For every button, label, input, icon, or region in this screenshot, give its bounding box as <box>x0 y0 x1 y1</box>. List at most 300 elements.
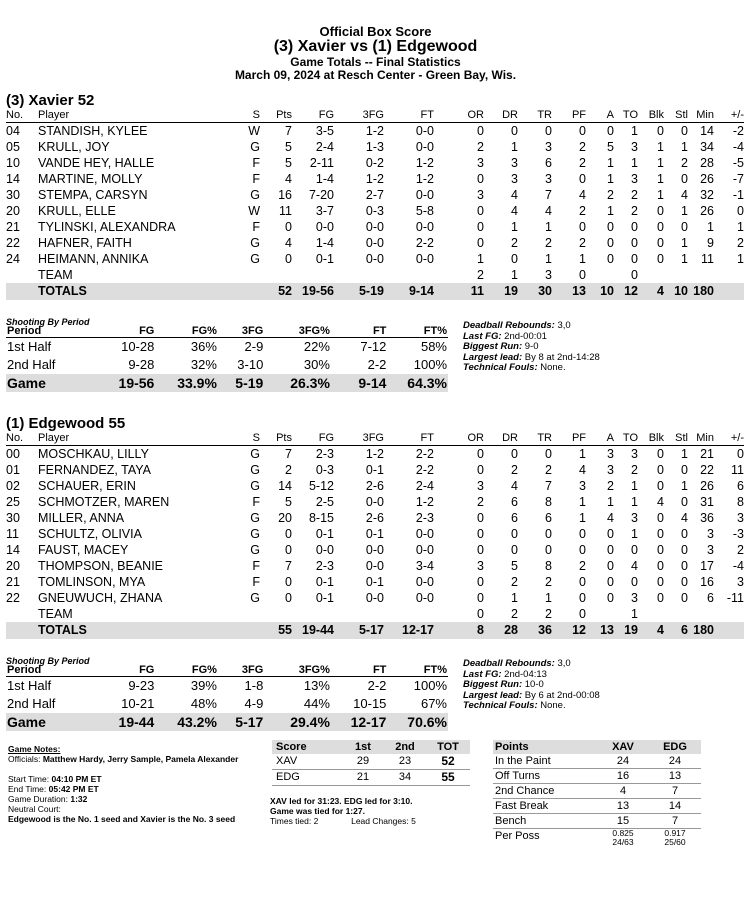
lead-line-1: XAV led for 31:23. EDG led for 3:10. <box>270 796 413 806</box>
player-cell <box>334 606 384 622</box>
player-cell: 1-2 <box>415 495 434 509</box>
shooting-table-xavier <box>6 325 448 392</box>
game-notes <box>8 744 258 824</box>
player-cell: 0 <box>477 220 484 234</box>
player-cell: 22 <box>6 591 20 605</box>
officials: Matthew Hardy, Jerry Sample, Pamela Alexander <box>42 754 239 764</box>
player-cell: F <box>252 495 260 509</box>
shooting-cell: 44% <box>303 696 330 711</box>
points-cell: 13 <box>649 769 701 784</box>
shooting-game-cell: 19-56 <box>79 374 156 392</box>
column-header: No. <box>6 109 38 123</box>
team-notes-edgewood <box>463 659 600 712</box>
player-cell: 0 <box>657 591 664 605</box>
points-cell: 13 <box>597 799 649 814</box>
player-cell: 4 <box>579 463 586 477</box>
player-cell: 2-11 <box>309 156 334 170</box>
player-cell: 10 <box>6 156 20 170</box>
player-cell: 0 <box>477 236 484 250</box>
player-cell: 0 <box>631 236 638 250</box>
player-cell: 20 <box>278 511 292 525</box>
player-cell: 0 <box>681 124 688 138</box>
player-cell: 5 <box>511 559 518 573</box>
totals-cell: 8 <box>434 622 484 639</box>
player-cell <box>384 267 434 283</box>
player-cell: -1 <box>732 188 744 202</box>
player-cell: MOSCHKAU, LILLY <box>38 447 149 461</box>
player-cell <box>260 606 292 622</box>
player-cell: 0 <box>545 124 552 138</box>
player-cell: 00 <box>6 447 20 461</box>
player-cell: 0 <box>477 204 484 218</box>
player-cell: 2 <box>545 463 552 477</box>
box-header-row <box>6 432 744 446</box>
player-row <box>6 251 744 267</box>
totals-cell: 19-56 <box>292 283 334 300</box>
player-cell: 0 <box>737 204 744 218</box>
player-cell: 0-1 <box>365 527 384 541</box>
player-cell: 4 <box>511 479 518 493</box>
player-cell <box>664 606 688 622</box>
player-cell: 2 <box>631 204 638 218</box>
player-cell: 3-7 <box>315 204 334 218</box>
player-cell: 2 <box>631 188 638 202</box>
column-header: No. <box>6 432 38 446</box>
player-cell: 0 <box>657 447 664 461</box>
shooting-cell: 22% <box>303 339 330 354</box>
totals-cell: 5-17 <box>334 622 384 639</box>
player-cell: 0-0 <box>365 236 384 250</box>
player-cell: 1 <box>681 479 688 493</box>
player-cell: 0-0 <box>365 220 384 234</box>
player-cell: 0 <box>631 220 638 234</box>
player-cell: 6 <box>737 479 744 493</box>
score-header: Score <box>272 740 342 754</box>
shooting-table-edgewood <box>6 664 448 731</box>
team-note-line <box>463 363 600 374</box>
player-cell: 21 <box>6 220 20 234</box>
player-cell: 16 <box>700 575 714 589</box>
player-cell: 9 <box>707 236 714 250</box>
player-row <box>6 139 744 155</box>
player-cell: FAUST, MACEY <box>38 543 129 557</box>
column-header: +/- <box>714 109 744 123</box>
player-cell: 2 <box>545 236 552 250</box>
points-cell: Fast Break <box>493 799 597 814</box>
player-cell <box>334 267 384 283</box>
player-cell: 0 <box>607 252 614 266</box>
per-poss-cell <box>649 829 701 848</box>
player-cell: 3 <box>607 447 614 461</box>
player-cell: 14 <box>700 124 714 138</box>
player-cell: 0 <box>657 463 664 477</box>
shooting-cell: 3-10 <box>237 357 264 372</box>
shooting-header: FT% <box>387 664 448 677</box>
player-cell: 0-0 <box>415 188 434 202</box>
player-cell: 1 <box>631 607 638 621</box>
times-tied: Times tied: 2 <box>270 816 319 826</box>
player-cell: 3 <box>631 511 638 525</box>
player-cell: 0 <box>285 591 292 605</box>
player-cell: 0-3 <box>315 463 334 477</box>
player-cell: 0 <box>579 124 586 138</box>
player-cell: 3 <box>477 559 484 573</box>
player-cell: 1 <box>737 252 744 266</box>
player-row <box>6 590 744 606</box>
player-cell: 3 <box>579 479 586 493</box>
per-poss-fraction: 24/63 <box>612 837 634 847</box>
player-cell: 2-3 <box>415 511 434 525</box>
player-cell: 0 <box>657 220 664 234</box>
player-cell: 5-8 <box>415 204 434 218</box>
player-row <box>6 526 744 542</box>
player-cell: 0-0 <box>415 527 434 541</box>
player-cell: 6 <box>511 511 518 525</box>
player-cell: 6 <box>707 591 714 605</box>
player-cell: G <box>250 591 260 605</box>
column-header: +/- <box>714 432 744 446</box>
player-cell: 0-1 <box>315 575 334 589</box>
player-cell: 0 <box>477 591 484 605</box>
points-cell: 2nd Chance <box>493 784 597 799</box>
player-cell: SCHULTZ, OLIVIA <box>38 527 142 541</box>
column-header: Player <box>38 432 218 446</box>
column-header: 3FG <box>334 432 384 446</box>
points-header: Points <box>493 740 597 754</box>
player-cell: 0 <box>579 268 586 282</box>
column-header: DR <box>484 109 518 123</box>
player-cell: 4 <box>681 511 688 525</box>
player-cell: 8-15 <box>308 511 334 525</box>
team-title-edgewood: (1) Edgewood 55 <box>6 415 126 432</box>
player-cell: 0 <box>511 252 518 266</box>
player-cell: 7 <box>545 188 552 202</box>
totals-cell <box>6 622 38 639</box>
shooting-game-row <box>6 374 448 392</box>
totals-cell: 12-17 <box>384 622 434 639</box>
player-row <box>6 155 744 171</box>
player-cell: 1-4 <box>315 236 334 250</box>
player-cell: THOMPSON, BEANIE <box>38 559 164 573</box>
player-cell: 0-0 <box>415 252 434 266</box>
player-cell: -11 <box>726 591 744 605</box>
player-cell: G <box>250 463 260 477</box>
player-cell: 0-0 <box>415 124 434 138</box>
player-cell: G <box>250 140 260 154</box>
player-cell: 0 <box>511 527 518 541</box>
player-row <box>6 510 744 526</box>
totals-cell: 6 <box>664 622 688 639</box>
player-cell: 17 <box>700 559 714 573</box>
score-cell: XAV <box>272 754 342 770</box>
matchup-title: (3) Xavier vs (1) Edgewood <box>273 38 478 55</box>
team-note-value: None. <box>540 362 566 373</box>
player-cell: 0 <box>607 575 614 589</box>
player-cell: 2 <box>477 268 484 282</box>
player-cell: 0 <box>607 559 614 573</box>
points-cell: 15 <box>597 814 649 829</box>
player-cell: 05 <box>6 140 20 154</box>
player-cell: 0-0 <box>415 591 434 605</box>
player-cell: TOMLINSON, MYA <box>38 575 146 589</box>
player-cell: 0 <box>579 607 586 621</box>
per-poss-cell <box>597 829 649 848</box>
shooting-header: FG <box>79 325 156 338</box>
player-cell: F <box>252 156 260 170</box>
shooting-cell: 9-28 <box>128 357 155 372</box>
player-cell: 2 <box>477 140 484 154</box>
totals-cell: 180 <box>688 283 714 300</box>
player-cell: 1 <box>631 527 638 541</box>
player-cell: 2-6 <box>365 511 384 525</box>
player-cell: 4 <box>631 559 638 573</box>
points-header-row <box>493 740 701 754</box>
totals-cell: 12 <box>552 622 586 639</box>
team-note-value: By 8 at 2nd-14:28 <box>524 351 600 363</box>
shooting-game-cell: 5-19 <box>218 374 264 392</box>
box-header-row <box>6 109 744 123</box>
player-cell: 2 <box>477 495 484 509</box>
player-cell: 0 <box>477 575 484 589</box>
player-cell: 0-0 <box>315 543 334 557</box>
player-cell: 1 <box>511 220 518 234</box>
totals-row <box>6 283 744 300</box>
player-cell: -4 <box>732 559 744 573</box>
player-cell: 0 <box>631 268 638 282</box>
column-header: PF <box>552 109 586 123</box>
player-cell: 0 <box>477 172 484 186</box>
points-row <box>493 799 701 814</box>
shooting-header: 3FG <box>218 664 264 677</box>
player-cell: -2 <box>732 124 744 138</box>
team-note-line <box>463 701 600 712</box>
player-cell: 4 <box>285 236 292 250</box>
totals-cell: 52 <box>260 283 292 300</box>
player-cell <box>688 606 714 622</box>
player-cell: 28 <box>700 156 714 170</box>
shooting-game-cell: Game <box>6 374 79 392</box>
player-cell: 2 <box>737 236 744 250</box>
player-cell: 0 <box>285 575 292 589</box>
player-cell: 0 <box>511 543 518 557</box>
shooting-header-row <box>6 664 448 677</box>
totals-cell: 19 <box>614 622 638 639</box>
player-cell: 1 <box>579 252 586 266</box>
start-label: Start Time: <box>8 774 50 784</box>
team-note-value: By 6 at 2nd-00:08 <box>524 689 600 701</box>
player-cell <box>384 606 434 622</box>
player-cell: 14 <box>6 543 20 557</box>
per-poss-row <box>493 829 701 848</box>
player-cell: 30 <box>6 188 20 202</box>
player-cell <box>664 267 688 283</box>
player-cell: 3 <box>737 575 744 589</box>
player-cell: 0 <box>477 124 484 138</box>
score-row <box>272 754 470 770</box>
player-cell: W <box>248 204 260 218</box>
player-cell: 1-2 <box>415 172 434 186</box>
player-cell: 4 <box>511 204 518 218</box>
player-cell: 1 <box>607 156 614 170</box>
points-cell: Off Turns <box>493 769 597 784</box>
player-cell: 4 <box>681 188 688 202</box>
player-cell: HEIMANN, ANNIKA <box>38 252 149 266</box>
player-cell: 1 <box>631 479 638 493</box>
totals-cell: 10 <box>586 283 614 300</box>
shooting-game-cell: 5-17 <box>218 713 264 731</box>
team-note-key: Technical Fouls: <box>463 362 538 373</box>
player-cell: 0 <box>681 463 688 477</box>
player-cell: 7 <box>285 447 292 461</box>
shooting-header: FG% <box>155 325 218 338</box>
totals-cell: 10 <box>664 283 688 300</box>
player-cell: 0 <box>657 575 664 589</box>
shooting-cell: 100% <box>413 678 447 693</box>
player-cell: 0 <box>285 527 292 541</box>
player-cell: 21 <box>6 575 20 589</box>
column-header: TO <box>614 109 638 123</box>
player-cell: 34 <box>700 140 714 154</box>
player-cell: 1-3 <box>365 140 384 154</box>
totals-cell: 4 <box>638 283 664 300</box>
score-header-row <box>272 740 470 754</box>
player-cell: 4 <box>285 172 292 186</box>
player-cell: 0-1 <box>365 463 384 477</box>
player-cell: 0 <box>657 527 664 541</box>
player-cell: FERNANDEZ, TAYA <box>38 463 151 477</box>
report-subtitle: Game Totals -- Final Statistics <box>290 55 461 69</box>
points-cell: 7 <box>649 814 701 829</box>
player-cell <box>714 267 744 283</box>
player-cell: 0 <box>579 172 586 186</box>
column-header: OR <box>434 109 484 123</box>
player-row <box>6 558 744 574</box>
player-cell: 1 <box>511 140 518 154</box>
player-cell: 14 <box>278 479 292 493</box>
shooting-header: FT <box>331 325 388 338</box>
score-cell: 23 <box>384 754 426 770</box>
neutral-court: Neutral Court: <box>8 804 61 814</box>
player-cell: 2 <box>511 607 518 621</box>
shooting-header: 3FG% <box>264 664 331 677</box>
player-cell: 7 <box>285 124 292 138</box>
player-cell: 1 <box>631 156 638 170</box>
totals-cell: 55 <box>260 622 292 639</box>
player-cell: 0 <box>607 543 614 557</box>
player-cell: 2-2 <box>415 463 434 477</box>
column-header: Stl <box>664 109 688 123</box>
shooting-cell: 2-2 <box>367 357 387 372</box>
score-by-period-table <box>272 740 470 786</box>
player-cell: 22 <box>6 236 20 250</box>
player-cell: G <box>250 479 260 493</box>
player-cell: 0-0 <box>415 140 434 154</box>
totals-cell <box>714 622 744 639</box>
player-cell: 3-4 <box>415 559 434 573</box>
player-cell: 0-0 <box>365 252 384 266</box>
game-duration: 1:32 <box>70 794 88 804</box>
per-poss-fraction: 25/60 <box>664 837 686 847</box>
player-cell: 1 <box>607 204 614 218</box>
totals-cell <box>6 283 38 300</box>
column-header: Min <box>688 109 714 123</box>
shooting-row <box>6 338 448 357</box>
player-cell: -5 <box>732 156 744 170</box>
player-cell: 0-0 <box>365 591 384 605</box>
player-cell: 8 <box>545 495 552 509</box>
team-note-key: Technical Fouls: <box>463 700 538 711</box>
shooting-header: FT <box>331 664 388 677</box>
player-cell: 3 <box>545 140 552 154</box>
points-cell: In the Paint <box>493 754 597 769</box>
player-cell: 04 <box>6 124 20 138</box>
player-cell: 3 <box>631 140 638 154</box>
column-header: S <box>218 432 260 446</box>
player-cell: 5 <box>285 156 292 170</box>
player-cell: 0 <box>681 591 688 605</box>
player-cell: 11 <box>6 527 19 541</box>
player-cell: 3 <box>545 268 552 282</box>
player-cell: 5 <box>285 140 292 154</box>
player-row <box>6 123 744 140</box>
player-cell: 26 <box>700 204 714 218</box>
shooting-game-cell: 19-44 <box>79 713 156 731</box>
player-cell: 0 <box>657 479 664 493</box>
player-cell: 16 <box>278 188 292 202</box>
player-cell: 2 <box>579 140 586 154</box>
team-note-key: Biggest Run: <box>463 341 523 352</box>
player-cell: 3 <box>631 172 638 186</box>
score-row <box>272 770 470 786</box>
player-cell: 1 <box>477 252 484 266</box>
player-cell: 0 <box>657 124 664 138</box>
player-cell: 0-0 <box>415 543 434 557</box>
player-row <box>6 478 744 494</box>
team-note-key: Last FG: <box>463 668 502 680</box>
player-cell: MILLER, ANNA <box>38 511 125 525</box>
player-cell: 7 <box>545 479 552 493</box>
shooting-cell: 1st Half <box>7 678 52 693</box>
player-cell: G <box>250 236 260 250</box>
player-cell <box>6 267 38 283</box>
player-cell: 1-2 <box>365 447 384 461</box>
player-cell: 2 <box>511 236 518 250</box>
player-cell: 0 <box>579 543 586 557</box>
player-cell: 1 <box>681 140 688 154</box>
totals-cell: 30 <box>518 283 552 300</box>
player-cell: 1 <box>545 591 552 605</box>
player-cell: 2 <box>737 543 744 557</box>
team-note-value: 2nd-00:01 <box>504 330 547 342</box>
player-cell: 0 <box>607 591 614 605</box>
column-header: OR <box>434 432 484 446</box>
player-cell: 0 <box>657 543 664 557</box>
player-cell: 0 <box>579 220 586 234</box>
player-cell: 0 <box>681 575 688 589</box>
player-cell: 0 <box>477 527 484 541</box>
player-row <box>6 446 744 463</box>
player-cell: 5-12 <box>308 479 334 493</box>
column-header: A <box>586 432 614 446</box>
points-row <box>493 754 701 769</box>
shooting-header: Period <box>6 664 79 677</box>
points-cell: 14 <box>649 799 701 814</box>
shooting-cell: 10-21 <box>121 696 155 711</box>
team-note-key: Largest lead: <box>463 351 523 363</box>
player-cell: 0-0 <box>365 559 384 573</box>
totals-cell: 36 <box>518 622 552 639</box>
totals-cell: 13 <box>586 622 614 639</box>
